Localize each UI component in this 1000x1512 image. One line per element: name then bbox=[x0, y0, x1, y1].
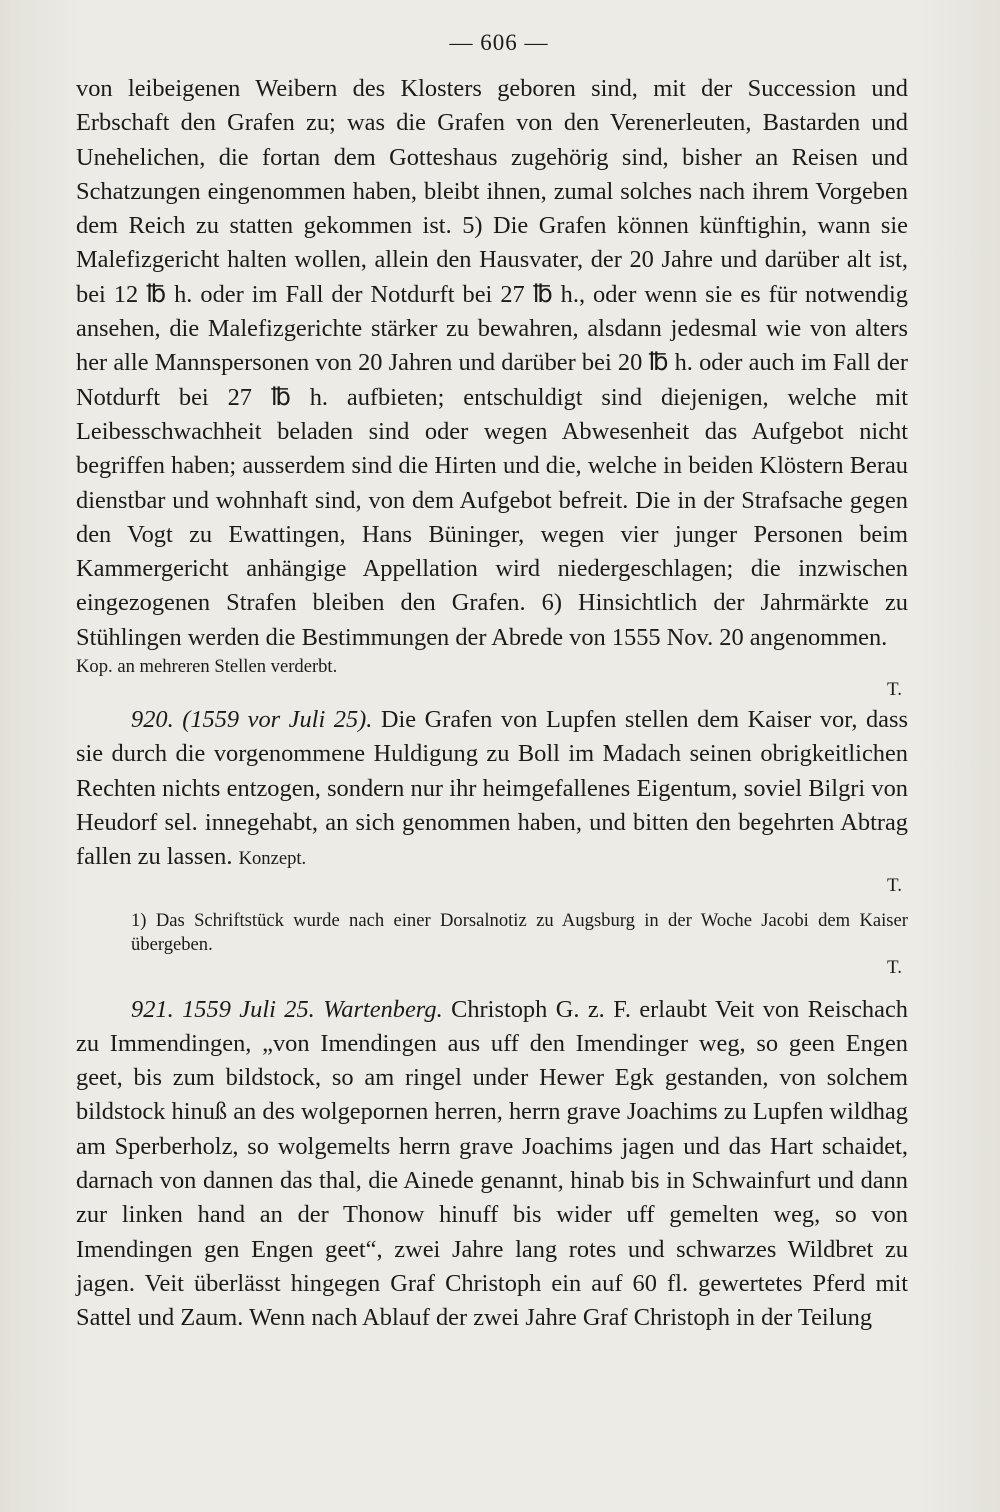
entry-source-note: Konzept. bbox=[238, 848, 307, 870]
page-number: — 606 — bbox=[449, 30, 549, 55]
continuation-paragraph: von leibeigenen Weibern des Klosters geboren sind, mit der Succession und Erbschaft den Grafen zu; was die Grafen von den Verenerleuten, Bastarden und Unehelichen, die fortan dem Gotteshaus zugehörig sind, bisher an Reisen und Schatzungen eingenommen haben, bleibt ihnen, zumal solches nach ihrem Vorgeben dem Reich zu statten gekommen ist. 5) Die Grafen können künftighin, wann sie Malefizgericht halten wollen, allein den Hausvater, der 20 Jahre und darüber alt ist, bei 12 ℔ h. oder im Fall der Notdurft bei 27 ℔ h., oder wenn sie es für notwendig ansehen, die Malefizgerichte stärker zu bewahren, alsdann jedesmal wie von alters her alle Mannspersonen von 20 Jahren und darüber bei 20 ℔ h. oder auch im Fall der Notdurft bei 27 ℔ h. aufbieten; entschuldigt sind diejenigen, welche mit Leibesschwachheit beladen sind oder wegen Abwesenheit das Aufgebot nicht begriffen haben; ausserdem sind die Hirten und die, welche in beiden Klöstern Berau dienstbar und wohnhaft sind, von dem Aufgebot befreit. Die in der Strafsache gegen den Vogt zu Ewattingen, Hans Büninger, wegen vier junger Personen beim Kammergericht anhängige Appellation wird niedergeschlagen; die inzwischen eingezogenen Strafen bleiben den Grafen. 6) Hinsichtlich der Jahrmärkte zu Stühlingen werden die Bestimmungen der Abrede von 1555 Nov. 20 angenommen. bbox=[76, 75, 908, 651]
editor-mark: T. bbox=[887, 679, 902, 701]
entry-text: Die Grafen von Lupfen stellen dem Kaiser vor, dass sie durch die vorgenommene Huldigung zu Boll im Madach seinen obrigkeitlichen Rechten nichts entzogen, sondern nur ihr heimgefallenes Eigentum, soviel Bilgri von Heudorf sel. innegehabt, an sich genommen haben, und bitten den begehrten Abtrag fallen zu lassen. bbox=[76, 706, 908, 871]
footnote-editor-mark: T. bbox=[887, 956, 902, 978]
entry-heading: 921. 1559 Juli 25. Wartenberg. bbox=[131, 995, 443, 1023]
entry-heading: 920. (1559 vor Juli 25). bbox=[131, 706, 373, 734]
footnote: 1) Das Schriftstück wurde nach einer Dorsalnotiz zu Augsburg in der Woche Jacobi dem Kaiser übergeben. bbox=[131, 909, 908, 955]
regest-entry-920 bbox=[76, 703, 908, 874]
source-note: Kop. an mehreren Stellen verderbt. bbox=[76, 656, 338, 678]
regest-entry-921 bbox=[76, 993, 908, 1336]
entry-editor-mark: T. bbox=[887, 874, 902, 896]
entry-text: Christoph G. z. F. erlaubt Veit von Reischach zu Immendingen, „von Imendingen aus uff den Imendinger weg, so geen Engen geet, bis zum bildstock, so am ringel under Hewer Egk gestanden, von solchem bildstock hinuß an des wolgepornen herren, herrn grave Joachims zu Lupfen wildhag am Sperberholz, so wolgemelts herrn grave Joachims jagen und das Hart schaidet, darnach von dannen das thal, die Ainede genannt, hinab bis in Schwainfurt und dann zur linken hand an der Thonow hinuff bis wider uff gemelten weg, so von Imendingen gen Engen geet“, zwei Jahre lang rotes und schwarzes Wildbret zu jagen. Veit überlässt hingegen Graf Christoph ein auf 60 fl. gewertetes Pferd mit Sattel und Zaum. Wenn nach Ablauf der zwei Jahre Graf Christoph in der Teilung bbox=[76, 995, 908, 1332]
